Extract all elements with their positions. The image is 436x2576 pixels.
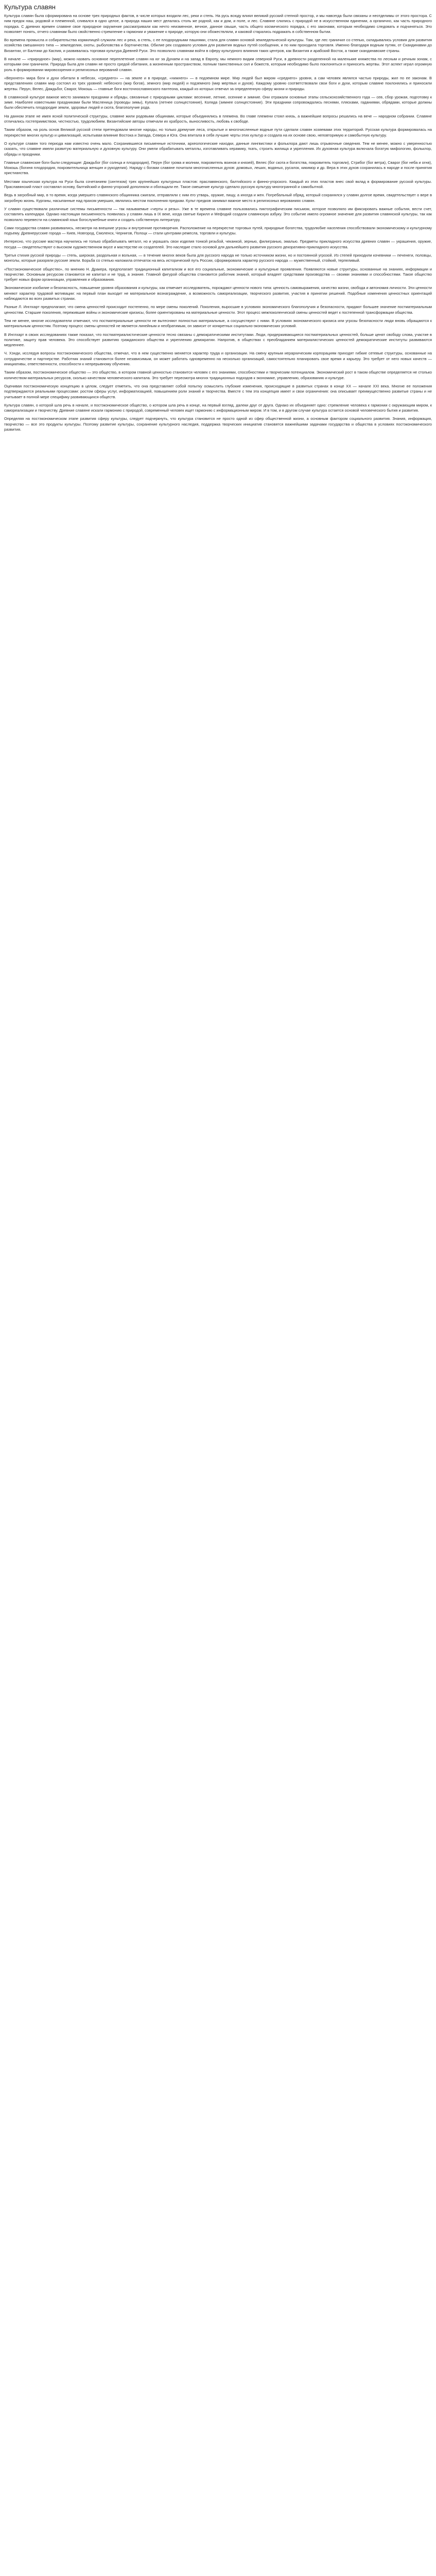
article-paragraph: Тем не менее, многие исследователи отмечают, что постматериальные ценности не вытесняют полностью материальные, а сосуществуют с ними. В условиях экономического кризиса или угрозы безопасности люди вновь обращаются к материальным ценностям. Поэтому процесс смены ценностей не является линейным и необратимым, он зависит от конкретных социально-экономических условий. xyxy=(4,318,432,329)
article-body xyxy=(4,13,432,432)
article-paragraph: Культура славян была сформирована на основе трех природных фактов, в числе которых входили лес, реки и степь. На русь всюду влиял великий русский степной простор, и мы навсегда были связаны и неотделимы от этого простора. С ним предок наш, родовой и племенной, сливался в одно целое, а природа наших мест делалась столь же родной, как и дом, и поле, и лес. Славяне слились с природой не в искусственном единении, а органично, как часть природного порядка. С древних времен славяне свое природное окружение рассматривали как нечто неизменное, вечное, данное свыше, часть общего космического порядка, с его законами, которым необходимо следовать и подчиняться. Это позволяет понять, отчего славянам было свойственно стремление к гармонии и уважение к природе, которую они обожествляли, и каковой старались подражать в собственном бытии. xyxy=(4,13,432,34)
article-paragraph: Определяя на постэкономическом этапе развития сферу культуры, следует подчеркнуть, что культура становится не просто одной из сфер общественной жизни, а основным фактором социального развития. Знания, информация, творчество — все это продукты культуры. Поэтому развитие культуры, сохранение культурного наследия, поддержка творческих инициатив становятся важнейшими задачами государства и общества в условиях постэкономического развития. xyxy=(4,416,432,432)
article-paragraph: У славян существовали различные системы письменности — так называемые «черты и резы». Уже в те времена славяне пользовались пиктографическим письмом, которое позволяло им фиксировать важные события, вести счет, составлять календари. Однако настоящая письменность появилась у славян лишь в IX веке, когда святые Кирилл и Мефодий создали славянскую азбуку. Это событие имело огромное значение для развития славянской культуры, так как позволило перевести на славянский язык богослужебные книги и создать собственную литературу. xyxy=(4,206,432,222)
article-paragraph: Разные Л. Инглхарт предполагают, что смена ценностей происходит постепенно, по мере смены поколений. Поколения, выросшие в условиях экономического благополучия и безопасности, придают большее значение постматериальным ценностям. Старшие поколения, пережившие войны и экономические кризисы, более ориентированы на материальные ценности. Этот процесс межпоколенческой смены ценностей ведет к постепенной трансформации общества. xyxy=(4,304,432,315)
article-paragraph: В славянской культуре важное место занимали праздники и обряды, связанные с природными циклами: весенние, летние, осенние и зимние. Они отражали основные этапы сельскохозяйственного года — сев, сбор урожая, подготовку к зиме. Наиболее известными праздниками были Масленица (проводы зимы), Купала (летнее солнцестояние), Коляда (зимнее солнцестояние). Эти праздники сопровождались песнями, плясками, гаданиями, обрядами, которые должны были обеспечить плодородие земли, здоровье людей и скота, благополучие рода. xyxy=(4,94,432,110)
article-paragraph: Сами государства славян развивались, несмотря на внешние угрозы и внутренние противоречия. Расположение на перекрестке торговых путей, природные богатства, трудолюбие населения способствовали экономическому и культурному подъему. Древнерусские города — Киев, Новгород, Смоленск, Чернигов, Полоцк — стали центрами ремесла, торговли и культуры. xyxy=(4,225,432,236)
article-paragraph: Местами языческая культура на Руси была сочетанием (синтезом) трех крупнейших культурных пластов: праславянского, балтийского и финно-угорского. Каждый из этих пластов внес свой вклад в формирование русской культуры. Праславянский пласт составлял основу, балтийский и финно-угорский дополняли и обогащали ее. Такое смешение культур сделало русскую культуру многогранной и самобытной. xyxy=(4,179,432,190)
article-paragraph: Ведь в загробный мир, в то время, когда умершего славянского общинника сжигали, отправляли с ним его утварь, оружие, пищу, а иногда и жен. Погребальный обряд, который сохранялся у славян долгое время, свидетельствует о вере в загробную жизнь. Курганы, насыпанные над прахом умерших, являлись местом поклонения предкам. Культ предков занимал важное место в религиозных верованиях славян. xyxy=(4,193,432,203)
article-paragraph: Главные славянские боги были следующие: Даждьбог (бог солнца и плодородия), Перун (бог грома и молнии, покровитель воинов и князей), Велес (бог скота и богатства, покровитель торговли), Стрибог (бог ветра), Сварог (бог неба и огня), Мокошь (богиня плодородия, покровительница женщин и рукоделия). Наряду с богами славяне почитали многочисленных духов: домовых, леших, водяных, русалок, кикимор и др. Вера в этих духов сохранилась в народе и после принятия христианства. xyxy=(4,160,432,176)
article-paragraph: О культуре славян того периода нам известно очень мало. Сохранившиеся письменные источники, археологические находки, данные лингвистики и фольклора дают лишь отрывочные сведения. Тем не менее, можно с уверенностью сказать, что славяне имели развитую материальную и духовную культуру. Они умели обрабатывать металлы, изготавливать керамику, ткать, строить жилища и укрепления. Их духовная культура включала богатую мифологию, фольклор, обряды и праздники. xyxy=(4,141,432,157)
article-paragraph: Таким образом, на роль основ Великой русской степи претендовали многие народы, но только дремучие леса, открытые и многочисленные водные пути сделали славян хозяевами этих территорий. Русская культура формировалась на перекрестке многих культур и цивилизаций, испытывая влияние Востока и Запада, Севера и Юга. Она впитала в себя лучшие черты этих культур и создала на их основе свою, неповторимую и самобытную культуру. xyxy=(4,127,432,138)
article-paragraph: Ч. Хэнди, исследуя вопросы постэкономического общества, отмечал, что в нем существенно меняется характер труда и организации. На смену крупным иерархическим корпорациям приходят гибкие сетевые структуры, основанные на сотрудничестве и партнерстве. Работник знаний становится более независимым, он может работать одновременно на несколько организаций, самостоятельно планировать свое время и карьеру. Это требует от него новых качеств — инициативы, ответственности, способности к непрерывному обучению. xyxy=(4,351,432,367)
article-paragraph: Культура славян, о которой шла речь в начале, и постэкономическое общество, о котором шла речь в конце, на первый взгляд, далеки друг от друга. Однако их объединяет одно: стремление человека к гармонии с окружающим миром, к самореализации и творчеству. Древние славяне искали гармонию с природой, современный человек ищет гармонию с информационным миром. И в том, и в другом случае культура остается основой человеческого бытия и развития. xyxy=(4,402,432,413)
article-paragraph: Таким образом, постэкономическое общество — это общество, в котором главной ценностью становится человек с его знаниями, способностями и творческим потенциалом. Экономический рост в таком обществе определяется не столько количеством материальных ресурсов, сколько качеством человеческого капитала. Это требует пересмотра многих традиционных подходов к экономике, управлению, образованию и культуре. xyxy=(4,370,432,380)
article-paragraph: «Постэкономическое общество», по мнению Н. Дракера, предполагает традиционный капитализм и все его социальные, экономические и культурные проявления. Появляются новые структуры, основанные на знаниях, информации и творчестве. Основным ресурсом становится не капитал и не труд, а знание. Главной фигурой общества становится работник знаний, который владеет средствами производства — своими знаниями и способностями. Такое общество требует новых форм организации, управления и образования. xyxy=(4,266,432,282)
article-paragraph: Во времена промысла и собирательства кормилицей служили лес и река, а степь, с ее плодородными пашнями, стала для славян основой земледельческой культуры. Там, где лес граничил со степью, складывались условия для развития хозяйства смешанного типа — земледелия, охоты, рыболовства и бортничества. Обилие рек создавало условия для развития водных путей сообщения, и по ним проходила торговля. Именно благодаря водным путям, от Скандинавии до Византии, от Балтики до Каспия, и развивалась торговая культура Древней Руси. Это позволило славянам войти в сферу культурного влияния таких центров, как Византия и арабский Восток, а также скандинавские страны. xyxy=(4,38,432,53)
page-title: Культура славян xyxy=(4,3,56,11)
article-paragraph: Третья стихия русской природы — степь, широкая, раздольная и вольная, — в течение многих веков была для русского народа не только источником жизни, но и постоянной угрозой. Из степей приходили кочевники — печенеги, половцы, монголы, которые разоряли русские земли. Борьба со степью наложила отпечаток на весь исторический путь России, сформировала характер русского народа — мужественный, стойкий, терпеливый. xyxy=(4,252,432,263)
article-paragraph: На данном этапе не имея ясной политической структуры, славяне жили родовыми общинами, которые объединялись в племена. Во главе племени стоял князь, а важнейшие вопросы решались на вече — народном собрании. Славяне отличались гостеприимством, честностью, трудолюбием. Византийские авторы отмечали их храбрость, выносливость, любовь к свободе. xyxy=(4,113,432,124)
article-paragraph: Оценивая постэкономическую концепцию в целом, следует отметить, что она представляет собой попытку осмыслить глубокие изменения, происходящие в развитых странах в конце XX — начале XXI века. Многие ее положения подтверждаются реальными процессами: ростом сферы услуг, информатизацией, повышением роли знаний и творчества. Вместе с тем эта концепция имеет и свои ограничения: она описывает преимущественно развитые страны и не учитывает в полной мере специфику развивающихся обществ. xyxy=(4,383,432,399)
article-paragraph: Интересно, что русские мастера научились не только обрабатывать металл, но и украшать свои изделия тонкой резьбой, чеканкой, зернью, филигранью, эмалью. Предметы прикладного искусства древних славян — украшения, оружие, посуда — свидетельствуют о высоком художественном вкусе и мастерстве их создателей. Это наследие стало основой для дальнейшего развития русского декоративно-прикладного искусства. xyxy=(4,239,432,249)
article-paragraph: В Инглхарт в своих исследованиях также показал, что постматериалистические ценности тесно связаны с демократическими институтами. Люди, придерживающиеся постматериальных ценностей, больше ценят свободу слова, участие в политике, защиту прав человека. Это способствует развитию гражданского общества и укреплению демократии. Напротив, в обществах с преобладанием материалистических ценностей демократические институты развиваются медленнее. xyxy=(4,332,432,348)
article-paragraph: Экономическое изобилие и безопасность, повышение уровня образования и культуры, как отмечает исследователь, порождают ценности нового типа: ценность самовыражения, качество жизни, свобода и автономия личности. Эти ценности меняют характер трудовой мотивации: на первый план выходит не материальное вознаграждение, а возможность самореализации, творческого развития, участия в принятии решений. Подобные изменения ценностных ориентаций наблюдаются во всех развитых странах. xyxy=(4,285,432,301)
document-page xyxy=(0,0,436,440)
article-paragraph: В начале — «природное» (мир), можно назвать основное переплетение славян на юг за Дунаем и на запад в Европу, мы немного видим северной Руси, в древности разделенной на маленькие княжества по лесным и речным зонам, с которыми они граничили. Природа была для славян не просто средой обитания, а жизненным пространством, полным таинственных сил и божеств, которым необходимо было поклоняться и приносить жертвы. Этот аспект играл огромную роль в формировании мировоззрения и религиозных верований славян. xyxy=(4,57,432,72)
article-paragraph: «Верхнего» мира боги и духи обитали в небесах, «среднего» — на земле и в природе, «нижнего» — в подземном мире. Мир людей был миром «среднего» уровня, а сам человек являлся частью природы, жил по ее законам. В представлениях славян мир состоял из трех уровней: небесного (мир богов), земного (мир людей) и подземного (мир мертвых и духов). Каждому уровню соответствовали свои боги и духи, которым славяне поклонялись и приносили жертвы. Перун, Велес, Даждьбог, Сварог, Мокошь — главные боги восточнославянского пантеона, каждый из которых отвечал за определенную сферу жизни и природы. xyxy=(4,75,432,91)
